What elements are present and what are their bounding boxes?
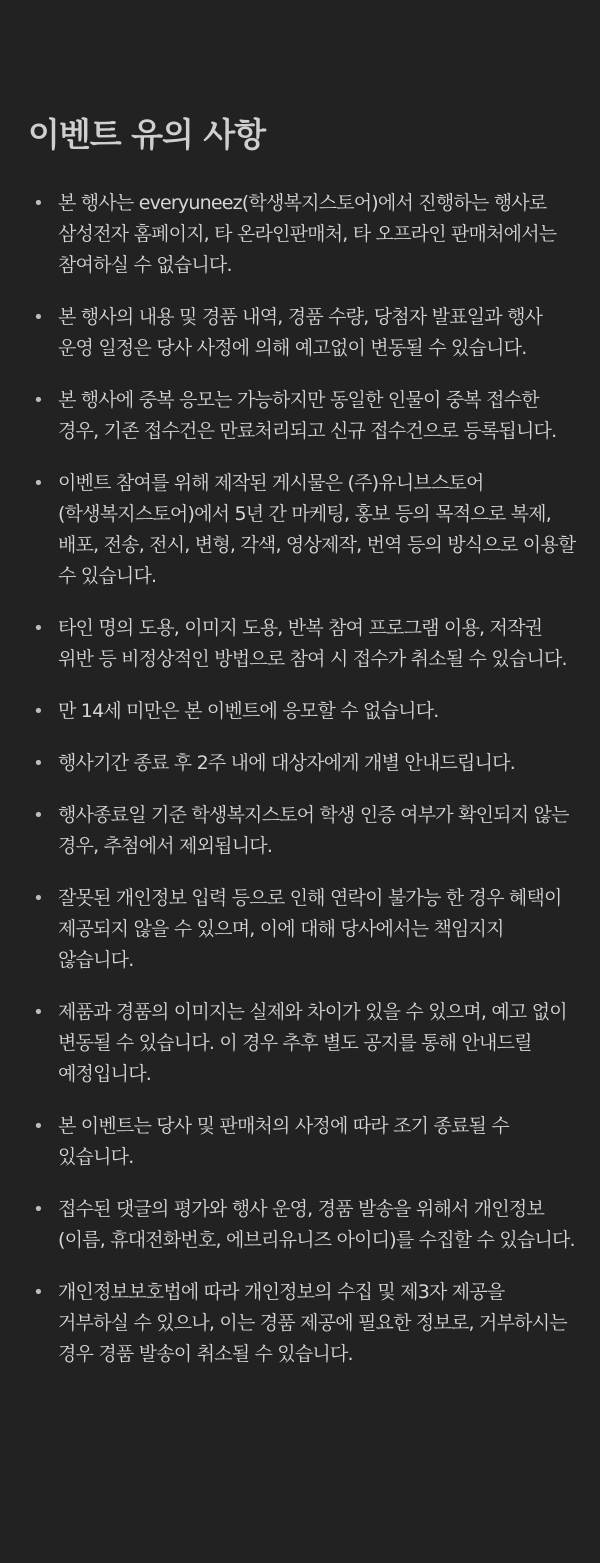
notice-item-text: 타인 명의 도용, 이미지 도용, 반복 참여 프로그램 이용, 저작권 위반 등 비정상적인 방법으로 참여 시 접수가 취소될 수 있습니다. xyxy=(58,617,567,670)
notice-item-text: 개인정보보호법에 따라 개인정보의 수집 및 제3자 제공을 거부하실 수 있으나, 이는 경품 제공에 필요한 정보로, 거부하시는 경우 경품 발송이 취소될 수 있습니다. xyxy=(58,1281,567,1365)
notice-item xyxy=(28,1111,578,1173)
notice-item-text: 제품과 경품의 이미지는 실제와 차이가 있을 수 있으며, 예고 없이 변동될 수 있습니다. 이 경우 추후 별도 공지를 통해 안내드릴 예정입니다. xyxy=(58,1001,567,1085)
bullet-icon: • xyxy=(33,805,43,826)
notice-title: 이벤트 유의 사항 xyxy=(28,115,266,154)
notice-item-text: 행사기간 종료 후 2주 내에 대상자에게 개별 안내드립니다. xyxy=(58,752,515,774)
bullet-icon: • xyxy=(33,1282,43,1303)
bullet-icon: • xyxy=(33,193,43,214)
bullet-icon: • xyxy=(33,390,43,411)
notice-item-text: 행사종료일 기준 학생복지스토어 학생 인증 여부가 확인되지 않는 경우, 추첨에서 제외됩니다. xyxy=(58,804,569,857)
notice-item-text: 본 행사의 내용 및 경품 내역, 경품 수량, 당첨자 발표일과 행사 운영 일정은 당사 사정에 의해 예고없이 변동될 수 있습니다. xyxy=(58,306,543,359)
bullet-icon: • xyxy=(33,701,43,722)
bullet-icon: • xyxy=(33,473,43,494)
notice-item xyxy=(28,613,578,675)
notice-item-text: 이벤트 참여를 위해 제작된 게시물은 (주)유니브스토어(학생복지스토어)에서 5년 간 마케팅, 홍보 등의 목적으로 복제, 배포, 전송, 전시, 변형, 각색, 영상제작, 번역 등의 방식으로 이용할 수 있습니다. xyxy=(58,472,576,587)
bullet-icon: • xyxy=(33,307,43,328)
notice-item xyxy=(28,696,578,727)
notice-item-text: 본 행사는 everyuneez(학생복지스토어)에서 진행하는 행사로 삼성전자 홈페이지, 타 온라인판매처, 타 오프라인 판매처에서는 참여하실 수 없습니다. xyxy=(58,192,557,276)
bullet-icon: • xyxy=(33,1199,43,1220)
notice-item xyxy=(28,468,578,592)
notice-list xyxy=(28,188,578,1370)
notice-item xyxy=(28,385,578,447)
notice-item xyxy=(28,1277,578,1370)
bullet-icon: • xyxy=(33,618,43,639)
notice-item-text: 접수된 댓글의 평가와 행사 운영, 경품 발송을 위해서 개인정보(이름, 휴대전화번호, 에브리유니즈 아이디)를 수집할 수 있습니다. xyxy=(58,1198,575,1251)
notice-item xyxy=(28,800,578,862)
bullet-icon: • xyxy=(33,753,43,774)
notice-item xyxy=(28,188,578,281)
bullet-icon: • xyxy=(33,1116,43,1137)
bullet-icon: • xyxy=(33,888,43,909)
notice-item xyxy=(28,302,578,364)
notice-item xyxy=(28,883,578,976)
notice-item-text: 만 14세 미만은 본 이벤트에 응모할 수 없습니다. xyxy=(58,700,439,722)
notice-item xyxy=(28,1194,578,1256)
notice-item-text: 잘못된 개인정보 입력 등으로 인해 연락이 불가능 한 경우 혜택이 제공되지 않을 수 있으며, 이에 대해 당사에서는 책임지지 않습니다. xyxy=(58,887,562,971)
notice-item xyxy=(28,748,578,779)
notice-item xyxy=(28,997,578,1090)
bullet-icon: • xyxy=(33,1002,43,1023)
notice-item-text: 본 행사에 중복 응모는 가능하지만 동일한 인물이 중복 접수한 경우, 기존 접수건은 만료처리되고 신규 접수건으로 등록됩니다. xyxy=(58,389,557,442)
notice-item-text: 본 이벤트는 당사 및 판매처의 사정에 따라 조기 종료될 수 있습니다. xyxy=(58,1115,509,1168)
